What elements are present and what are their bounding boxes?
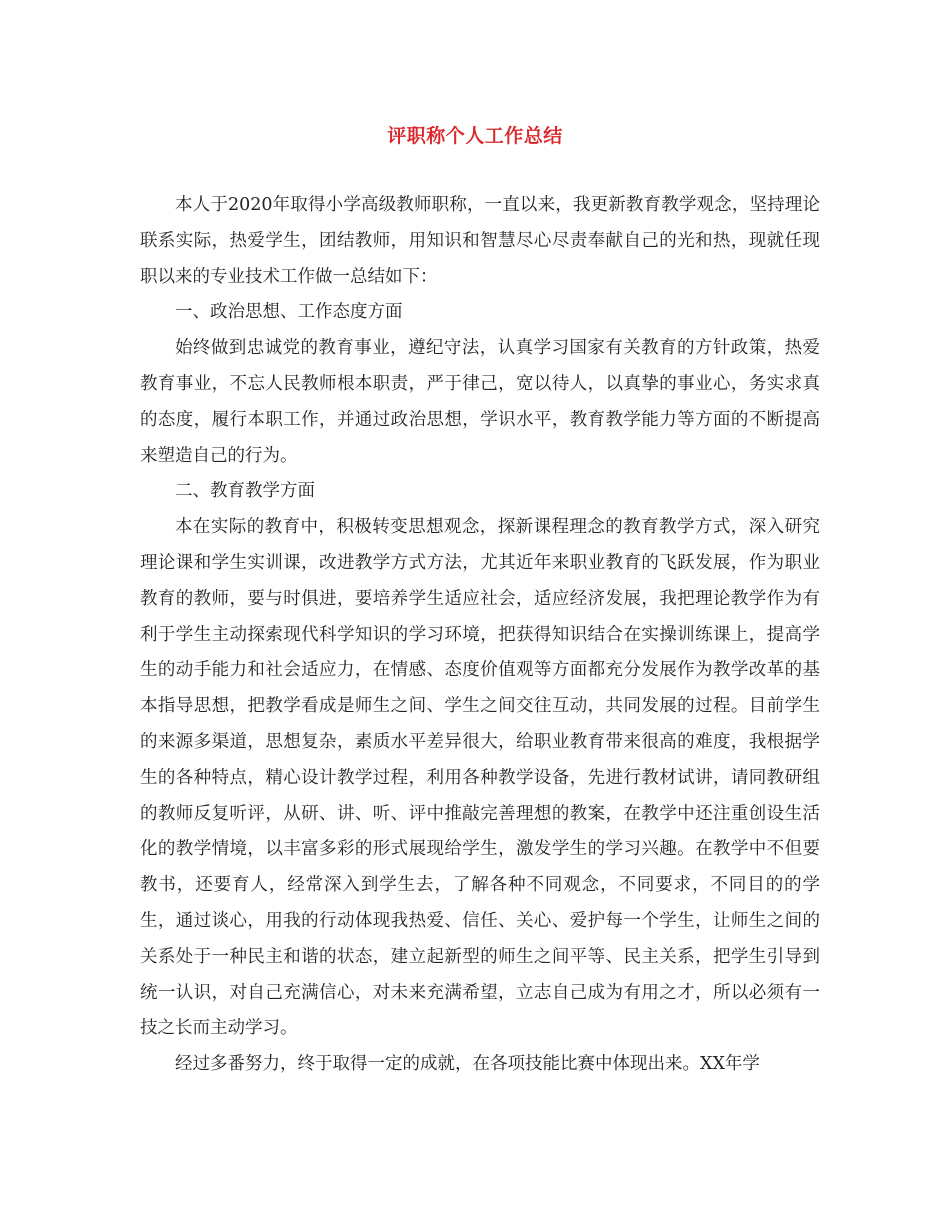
paragraph-political: 始终做到忠诚党的教育事业，遵纪守法，认真学习国家有关教育的方针政策，热爱教育事业，不忘人民教师根本职责，严于律己，宽以待人，以真挚的事业心，务实求真的态度，履行本职工作，并通过政治思想，学识水平，教育教学能力等方面的不断提高来塑造自己的行为。 (140, 338, 820, 466)
section-heading-political: 一、政治思想、工作态度方面 (175, 302, 403, 323)
document-title: 评职称个人工作总结 (387, 125, 563, 147)
section-heading-teaching: 二、教育教学方面 (175, 481, 315, 502)
paragraph-achievements: 经过多番努力，终于取得一定的成就，在各项技能比赛中体现出来。XX年学 (175, 1054, 760, 1075)
document-body (140, 188, 820, 1083)
paragraph-teaching: 本在实际的教育中，积极转变思想观念，探新课程理念的教育教学方式，深入研究理论课和学生实训课，改进教学方式方法，尤其近年来职业教育的飞跃发展，作为职业教育的教师，要与时俱进，要培养学生适应社会，适应经济发展，我把理论教学作为有利于学生主动探索现代科学知识的学习环境，把获得知识结合在实操训练课上，提高学生的动手能力和社会适应力，在情感、态度价值观等方面都充分发展作为教学改革的基本指导思想，把教学看成是师生之间、学生之间交往互动，共同发展的过程。目前学生的来源多渠道，思想复杂，素质水平差异很大，给职业教育带来很高的难度，我根据学生的各种特点，精心设计教学过程，利用各种教学设备，先进行教材试讲，请同教研组的教师反复听评，从研、讲、听、评中推敲完善理想的教案，在教学中还注重创设生活化的教学情境，以丰富多彩的形式展现给学生，激发学生的学习兴趣。在教学中不但要教书，还要育人，经常深入到学生去，了解各种不同观念，不同要求，不同目的的学生，通过谈心，用我的行动体现我热爱、信任、关心、爱护每一个学生，让师生之间的关系处于一种民主和谐的状态，建立起新型的师生之间平等、民主关系，把学生引导到统一认识，对自己充满信心，对未来充满希望，立志自己成为有用之才，所以必须有一技之长而主动学习。 (140, 517, 820, 1039)
paragraph-intro: 本人于2020年取得小学高级教师职称，一直以来，我更新教育教学观念，坚持理论联系实际，热爱学生，团结教师，用知识和智慧尽心尽责奉献自己的光和热，现就任现职以来的专业技术工作做一总结如下： (140, 195, 820, 287)
